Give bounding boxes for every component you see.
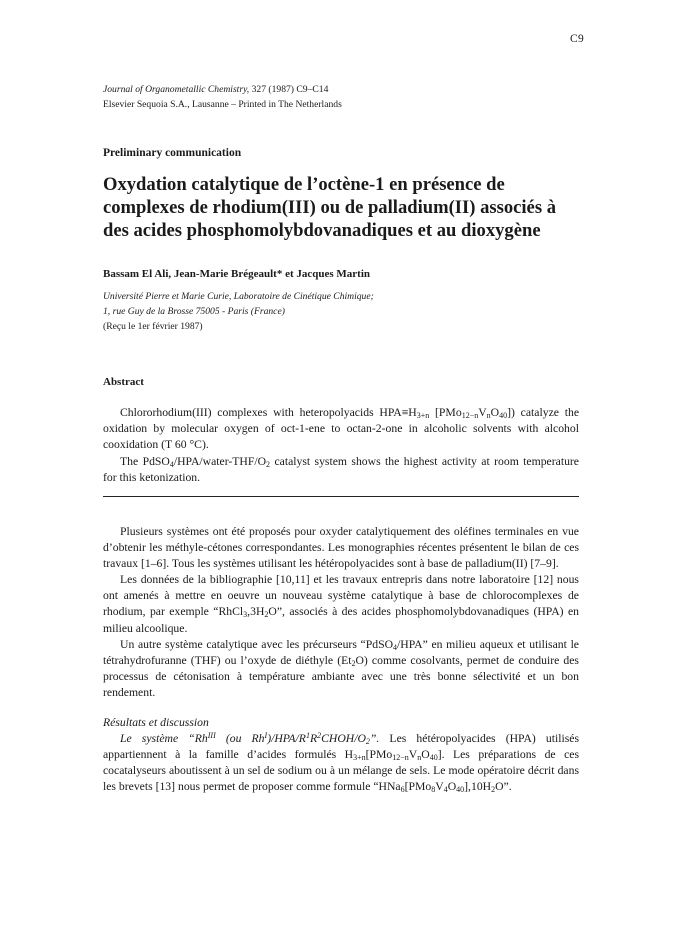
article-title: Oxydation catalytique de l’octène-1 en présence de complexes de rhodium(III) ou de palladium(II) associés à des acides phosphomolybdovanadiques et au dioxygène <box>103 174 556 241</box>
body-paragraph-3: Un autre système catalytique avec les précurseurs “PdSO$_4$/HPA” en milieu aqueux et utilisant le tétrahydrofuranne (THF) ou l’oxyde de diéthyle $(Et_2O)$ comme cosolvants, permet de conduire des processus de cétonisation à température ambiante avec une très bonne sélectivité et un bon rendement. <box>103 637 579 699</box>
abstract <box>103 405 579 486</box>
journal-citation <box>103 82 342 97</box>
body-paragraph-4: Le système “$Rh^{III}$ (ou $Rh^I)/HPA/R^1R^2CHOH/O_2$”. Les hétéropolyacides (HPA) utilisés appartiennent à la famille d’acides formulés $H_{3+n}[PMo_{12-n}V_nO_{40}]$. Les préparations de ces cocatalyseurs aboutissent à un sel de sodium ou à un mélange de sels. Le mode opératoire décrit dans les brevets [13] nous permet de proposer comme formule “$HNa_6[PMo_8V_4O_{40}],10H_2O$”. <box>103 731 580 795</box>
journal-header <box>103 82 342 112</box>
page-number: C9 <box>569 33 584 45</box>
authors: Bassam El Ali, Jean-Marie Brégeault* et Jacques Martin <box>103 268 371 280</box>
affiliation-line-2: 1, rue Guy de la Brosse 75005 - Paris (France) <box>103 306 285 317</box>
abstract-paragraph-1: Chlororhodium(III) complexes with heteropolyacids $HPA\equiv H_{3+n}$ $[PMo_{12-n}V_nO_{40}]$) catalyze the oxidation by molecular oxygen of oct-1-ene to octan-2-one in alcoholic solvents with alcohol cooxidation (T 60 °C). <box>103 406 580 452</box>
body-text <box>103 524 579 796</box>
abstract-heading: Abstract <box>103 376 144 388</box>
abstract-paragraph-2: The $PdSO_4/HPA/water-THF/O_2$ catalyst system shows the highest activity at room temperature for this ketonization. <box>103 454 579 484</box>
journal-volume: 327 (1987) C9–C14 <box>249 84 329 95</box>
affiliation-line-1: Université Pierre et Marie Curie, Laboratoire de Cinétique Chimique; <box>103 291 374 302</box>
results-heading: Résultats et discussion <box>103 716 209 730</box>
affiliation <box>103 289 374 319</box>
body-paragraph-2: Les données de la bibliographie [10,11] et les travaux entrepris dans notre laboratoire [12] nous ont amenés à mettre en oeuvre un nouveau système catalytique à base de chlorocomplexes de rhodium, par exemple “$RhCl_3,3H_2O$”, associés à des acides phosphomolybdovanadiques (HPA) en milieu alcoolique. <box>103 573 579 635</box>
received-date: (Reçu le 1er février 1987) <box>103 321 203 332</box>
body-paragraph-1: Plusieurs systèmes ont été proposés pour oxyder catalytiquement des oléfines terminales en vue d’obtenir les méthyle-cétones correspondantes. Les monographies récentes présentent le bilan de ces travaux [1–6]. Tous les systèmes utilisant les hétéropolyacides sont à base de palladium(II) [7–9]. <box>103 525 579 571</box>
section-label: Preliminary communication <box>103 147 242 159</box>
publisher-line: Elsevier Sequoia S.A., Lausanne – Printed in The Netherlands <box>103 99 342 110</box>
journal-name: Journal of Organometallic Chemistry, <box>103 84 250 95</box>
abstract-divider <box>103 496 579 497</box>
